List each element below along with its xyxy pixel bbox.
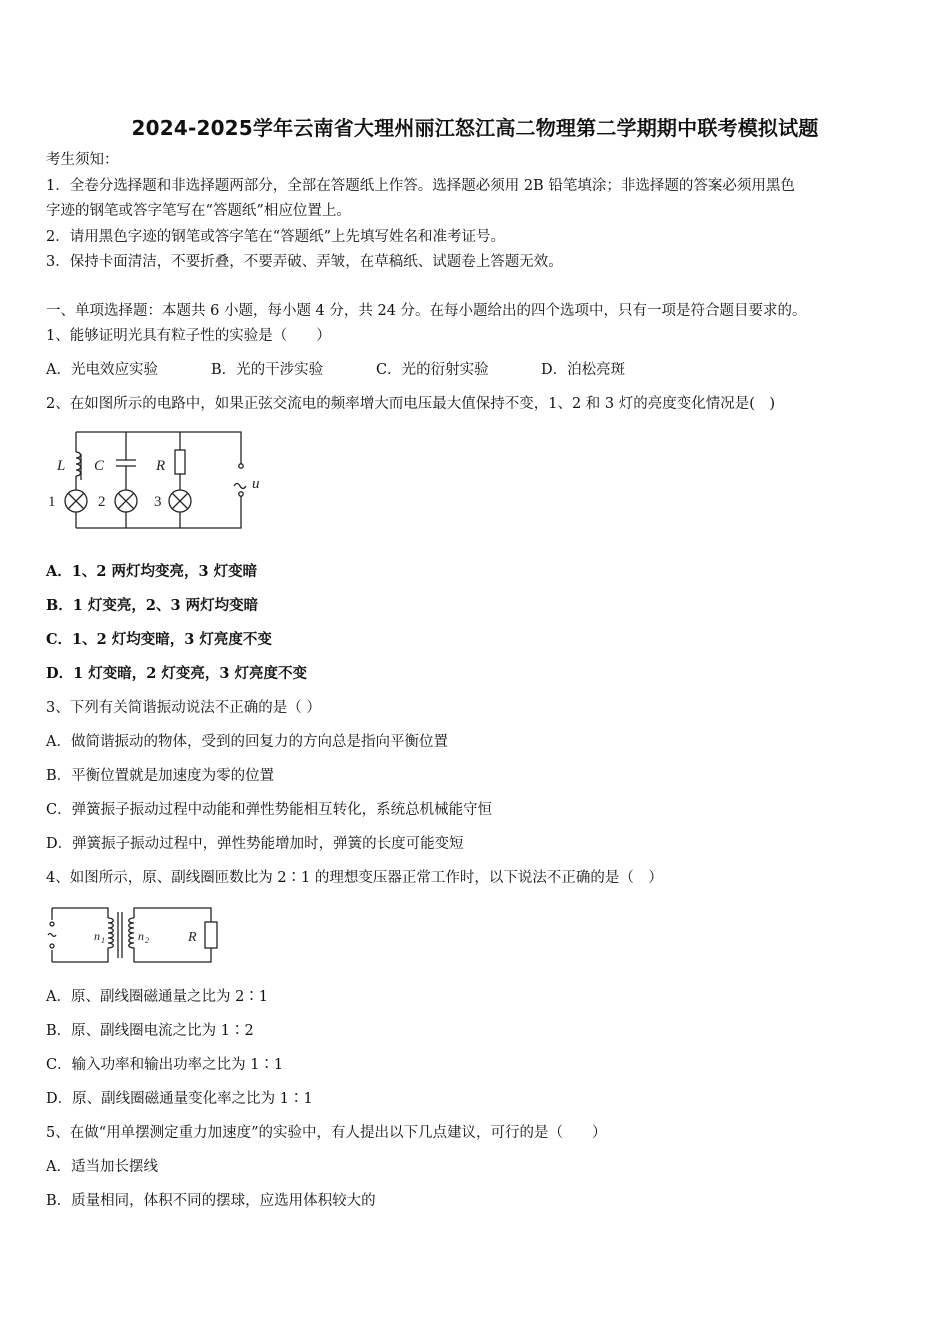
q1-option-d: D．泊松亮斑 bbox=[541, 362, 626, 378]
q4-stem: 4、如图所示，原、副线圈匝数比为 2∶1 的理想变压器正常工作时，以下说法不正确的是（ ） bbox=[46, 870, 663, 886]
q3-option-a: A．做简谐振动的物体，受到的回复力的方向总是指向平衡位置 bbox=[46, 734, 448, 750]
q1-stem: 1、能够证明光具有粒子性的实验是（ ） bbox=[46, 328, 331, 344]
q2-option-a: A．1、2 两灯均变亮，3 灯变暗 bbox=[46, 563, 258, 580]
q1-option-a: A．光电效应实验 bbox=[46, 362, 158, 378]
q4-label-n2: n bbox=[138, 929, 144, 943]
q4-label-n1: n bbox=[94, 929, 100, 943]
q5-option-b: B．质量相同，体积不同的摆球，应选用体积较大的 bbox=[46, 1193, 376, 1209]
q2-label-lamp3: 3 bbox=[154, 494, 162, 510]
q2-label-c: C bbox=[94, 458, 105, 474]
q2-label-lamp2: 2 bbox=[98, 494, 106, 510]
q4-option-d: D．原、副线圈磁通量变化率之比为 1∶1 bbox=[46, 1091, 313, 1107]
q1-option-c: C．光的衍射实验 bbox=[376, 362, 489, 378]
q1-option-b: B．光的干涉实验 bbox=[211, 362, 324, 378]
notice-item-1b: 字迹的钢笔或答字笔写在“答题纸”相应位置上。 bbox=[46, 203, 351, 219]
q4-label-n2-sub: 2 bbox=[145, 936, 149, 945]
q5-option-a: A．适当加长摆线 bbox=[46, 1159, 158, 1175]
notice-heading: 考生须知： bbox=[46, 152, 119, 168]
q2-circuit-diagram bbox=[46, 424, 276, 536]
section-heading: 一、单项选择题：本题共 6 小题，每小题 4 分，共 24 分。在每小题给出的四个选项中，只有一项是符合题目要求的。 bbox=[46, 303, 807, 319]
q2-stem: 2、在如图所示的电路中，如果正弦交流电的频率增大而电压最大值保持不变，1、2 和 3 灯的亮度变化情况是( ) bbox=[46, 396, 776, 412]
q3-option-d: D．弹簧振子振动过程中，弹性势能增加时，弹簧的长度可能变短 bbox=[46, 836, 464, 852]
q4-label-n1-sub: 1 bbox=[101, 936, 105, 945]
q4-option-b: B．原、副线圈电流之比为 1∶2 bbox=[46, 1023, 254, 1039]
q1-options bbox=[46, 358, 625, 379]
q2-label-u: u bbox=[252, 476, 260, 492]
q2-option-c: C．1、2 灯均变暗，3 灯亮度不变 bbox=[46, 631, 272, 648]
q4-transformer-diagram bbox=[46, 904, 226, 966]
q2-option-d: D．1 灯变暗，2 灯变亮，3 灯亮度不变 bbox=[46, 665, 307, 682]
q3-stem: 3、下列有关简谐振动说法不正确的是（ ） bbox=[46, 700, 321, 716]
notice-item-3: 3．保持卡面清洁，不要折叠，不要弄破、弄皱，在草稿纸、试题卷上答题无效。 bbox=[46, 254, 563, 270]
page-title: 2024-2025学年云南省大理州丽江怒江高二物理第二学期期中联考模拟试题 bbox=[131, 116, 819, 140]
q3-option-c: C．弹簧振子振动过程中动能和弹性势能相互转化，系统总机械能守恒 bbox=[46, 802, 493, 818]
q2-label-lamp1: 1 bbox=[48, 494, 56, 510]
q4-label-r: R bbox=[188, 930, 197, 945]
q2-label-r: R bbox=[156, 458, 166, 474]
q4-option-a: A．原、副线圈磁通量之比为 2∶1 bbox=[46, 989, 269, 1005]
q2-option-b: B．1 灯变亮，2、3 两灯均变暗 bbox=[46, 597, 259, 614]
notice-item-1a: 1．全卷分选择题和非选择题两部分，全部在答题纸上作答。选择题必须用 2B 铅笔填涂；非选择题的答案必须用黑色 bbox=[46, 178, 795, 194]
notice-item-2: 2．请用黑色字迹的钢笔或答字笔在“答题纸”上先填写姓名和准考证号。 bbox=[46, 229, 506, 245]
q3-option-b: B．平衡位置就是加速度为零的位置 bbox=[46, 768, 275, 784]
q5-stem: 5、在做“用单摆测定重力加速度”的实验中，有人提出以下几点建议，可行的是（ ） bbox=[46, 1125, 607, 1141]
q4-option-c: C．输入功率和输出功率之比为 1∶1 bbox=[46, 1057, 284, 1073]
q2-label-l: L bbox=[57, 458, 66, 474]
